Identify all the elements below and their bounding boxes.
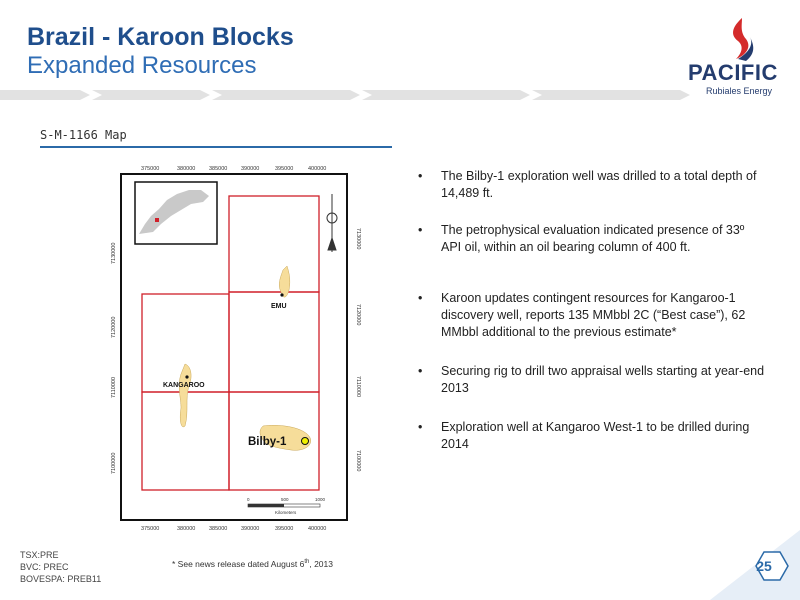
ticker-bvc: BVC: PREC: [20, 562, 69, 572]
caption-underline: [40, 146, 392, 148]
scale-label-1000: 1000: [315, 497, 326, 502]
slide-title: [27, 22, 294, 80]
bullet-dot: •: [418, 364, 423, 378]
x-tick-bottom-5: 395000: [275, 526, 294, 532]
bullet-text: The petrophysical evaluation indicated presence of 33º API oil, within an oil bearing column of 400 ft.: [441, 223, 745, 254]
bullet-text: Exploration well at Kangaroo West-1 to be drilled during 2014: [441, 420, 750, 451]
bullet-item: [415, 419, 765, 453]
y-tick-right-2: 7120000: [355, 304, 361, 326]
scale-label-500: 500: [281, 497, 289, 502]
corner-hexagon-decoration: [690, 530, 800, 600]
bilby-well-marker: [302, 438, 309, 445]
bullet-dot: •: [418, 169, 423, 183]
x-tick-bottom-2: 380000: [177, 526, 196, 532]
x-tick-top-2: 380000: [177, 166, 196, 172]
y-tick-left-2: 7120000: [111, 316, 117, 338]
ticker-bovespa: BOVESPA: PREB11: [20, 574, 102, 584]
logo-wordmark: PACIFIC: [688, 60, 778, 85]
x-tick-top-5: 395000: [275, 166, 294, 172]
scale-label-0: 0: [247, 497, 250, 502]
x-tick-bottom-4: 390000: [241, 526, 260, 532]
y-tick-right-4: 7100000: [355, 450, 361, 472]
x-tick-top-1: 375000: [141, 166, 160, 172]
footnote-tail: , 2013: [309, 559, 333, 569]
bullet-text: Karoon updates contingent resources for Kangaroo-1 discovery well, reports 135 MMbbl 2C (“Best case”), 62 MMbbl additional to the previous estimate*: [441, 291, 746, 339]
kangaroo-well-marker: [185, 375, 188, 378]
scale-unit: Kilometers: [275, 510, 297, 515]
title-line-2: Expanded Resources: [27, 52, 257, 79]
bullet-item: [415, 363, 765, 397]
map-caption: S-M-1166 Map: [40, 128, 127, 142]
x-tick-bottom-6: 400000: [308, 526, 327, 532]
ticker-tsx: TSX:PRE: [20, 550, 59, 560]
y-tick-left-3: 7110000: [111, 376, 117, 398]
title-line-1: Brazil - Karoon Blocks: [27, 23, 294, 51]
bullet-list: [415, 168, 765, 473]
x-tick-top-4: 390000: [241, 166, 260, 172]
y-tick-right-3: 7110000: [355, 376, 361, 398]
bilby-label: Bilby-1: [248, 436, 287, 448]
x-tick-top-6: 400000: [308, 166, 327, 172]
bullet-text: Securing rig to drill two appraisal wells starting at year-end 2013: [441, 364, 765, 395]
footnote-sup: th: [304, 559, 310, 566]
y-tick-right-1: 7130000: [355, 228, 361, 250]
bullet-dot: •: [418, 223, 423, 237]
emu-label: EMU: [271, 303, 287, 310]
block-map: [105, 154, 365, 539]
stock-tickers: [20, 549, 101, 585]
footnote: [172, 559, 333, 569]
bullet-item: [415, 290, 765, 341]
y-tick-left-4: 7100000: [111, 452, 117, 474]
bullet-dot: •: [418, 420, 423, 434]
bullet-item: [415, 168, 765, 202]
bullet-text: The Bilby-1 exploration well was drilled to a total depth of 14,489 ft.: [441, 169, 757, 200]
x-tick-bottom-1: 375000: [141, 526, 160, 532]
x-tick-top-3: 385000: [209, 166, 228, 172]
logo-subtitle: Rubiales Energy: [706, 86, 773, 96]
x-tick-bottom-3: 385000: [209, 526, 228, 532]
page-number: 25: [756, 558, 772, 574]
footnote-text: * See news release dated August 6: [172, 559, 305, 569]
bullet-dot: •: [418, 291, 423, 305]
emu-well-marker: [280, 293, 283, 296]
bullet-item: [415, 222, 765, 256]
kangaroo-label: KANGAROO: [163, 382, 205, 389]
y-tick-left-1: 7130000: [111, 242, 117, 264]
